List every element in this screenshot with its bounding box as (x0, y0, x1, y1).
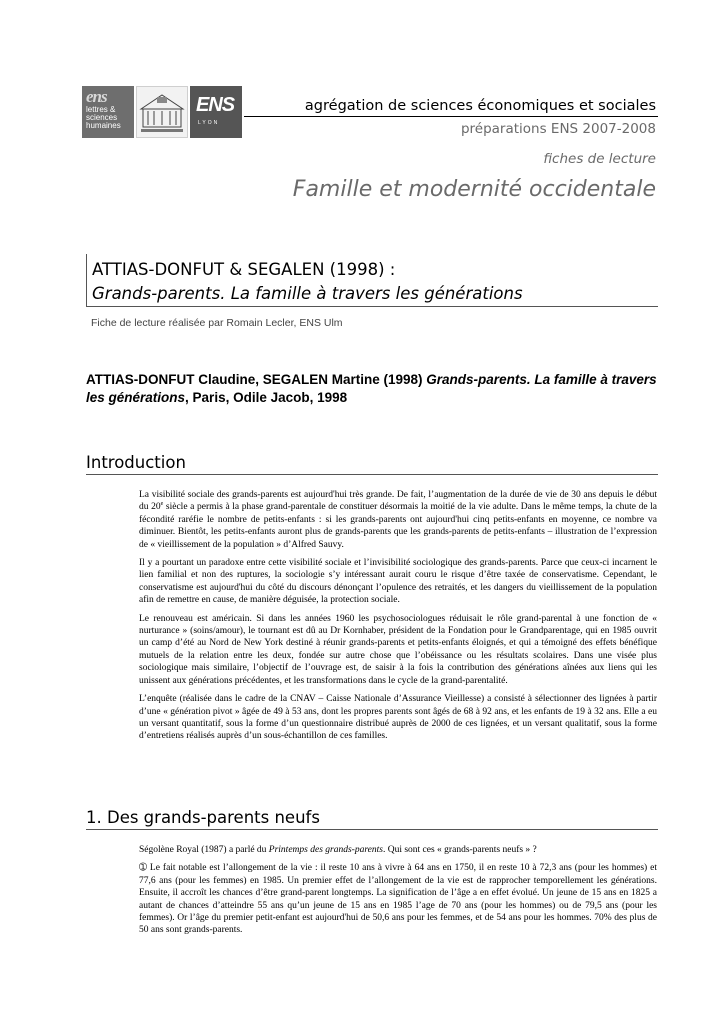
ens-lsh-logo-text (86, 106, 121, 130)
ens-lsh-logo (82, 86, 134, 138)
credit-line: Fiche de lecture réalisée par Romain Lecler, ENS Ulm (91, 317, 343, 329)
ens-lyon-logo-sub: LYON (198, 120, 220, 126)
section-1-heading: 1. Des grands-parents neufs (86, 808, 320, 827)
book-box-bottom-border (86, 306, 658, 307)
ens-lyon-logo-mark: ENS (196, 94, 235, 116)
circled-one-icon: ➀ (139, 863, 147, 874)
intro-heading-rule (86, 474, 658, 475)
page-title: Famille et modernité occidentale (292, 177, 656, 202)
building-emblem-icon (136, 86, 188, 138)
ens-lsh-logo-mark: ens (86, 87, 107, 106)
intro-paragraph-1 (139, 489, 657, 551)
header-divider (244, 116, 658, 117)
intro-p1-text-a: La visibilité sociale des grands-parents est aujourd'hui très grande. De fait, l’augmentation de la durée de vie de 30 ans depuis le début du 20 (139, 490, 657, 513)
section-1-p1-text-b: . Qui sont ces « grands-parents neufs » ? (382, 845, 537, 855)
reference-publisher: , Paris, Odile Jacob, 1998 (185, 390, 348, 405)
header-category: fiches de lecture (543, 151, 656, 167)
book-box-left-border (86, 254, 87, 306)
intro-paragraph-2: Il y a pourtant un paradoxe entre cette visibilité sociale et l’invisibilité sociologique des grands-parents. Parce que ceux-ci incarnent le lien familial et non des ruptures, la sociologie s’y intéressant aurait couru le risque d’être taxée de conservatisme. Cependant, le conservatisme est aujourd'hui du côté du discours dénonçant l’opulence des retraités, et les dangers du vieillissement de la population afin de remettre en cause, de manière déguisée, la protection sociale. (139, 558, 657, 606)
header-subtitle: préparations ENS 2007-2008 (460, 121, 656, 137)
ens-lsh-logo-line-1: lettres & (86, 105, 116, 114)
section-1-p1-italic: Printemps des grands-parents (268, 845, 383, 855)
bibliographic-reference (86, 371, 658, 407)
intro-p1-text-b: siècle a permis à la phase grand-parentale de constituer désormais la moitié de la vie adulte. Dans le même temps, la chute de la fécondité raréfie le nombre de petits-enfants : si les grands-parents ont aujourd'hui cinq petits-enfants en moyenne, ce nombre va diminuer. Bientôt, les petits-enfants auront plus de grands-parents que les grands-parents de petits-enfants – illustration de l’expression de « vieillissement de la population » d’Alfred Sauvy. (139, 502, 658, 550)
intro-paragraph-4: L’enquête (réalisée dans le cadre de la CNAV – Caisse Nationale d’Assurance Vieillesse) a consisté à sélectionner des lignées à partir d’une « génération pivot » âgée de 49 à 53 ans, dont les propres parents sont âgés de 68 à 92 ans, et les enfants de 19 à 32 ans. Elle a eu un versant quantitatif, sous la forme d’un questionnaire distribué auprès de 2000 de ces lignées, et un versant qualitatif, sous la forme d’entretiens réalisés auprès d’un sous-échantillon de ces familles. (139, 694, 657, 742)
reference-authors: ATTIAS-DONFUT Claudine, SEGALEN Martine (1998) (86, 372, 427, 387)
section-1-heading-rule (86, 829, 658, 830)
intro-heading: Introduction (86, 453, 186, 472)
ens-lsh-logo-line-3: humaines (86, 121, 121, 130)
ens-lyon-logo (190, 86, 242, 138)
header-title: agrégation de sciences économiques et sociales (304, 98, 656, 114)
reference-title: Grands-parents. La famille à travers les générations (86, 372, 657, 405)
book-authors: ATTIAS-DONFUT & SEGALEN (1998) : (92, 260, 396, 279)
section-1-paragraph-1 (139, 844, 657, 856)
book-title: Grands-parents. La famille à travers les générations (92, 284, 523, 303)
intro-p1-superscript: e (160, 501, 164, 508)
intro-paragraph-3: Le renouveau est américain. Si dans les années 1960 les psychosociologues réduisait le rôle grand-parental à une fonction de « nurturance » (soins/amour), le tournant est dû au Dr Kornhaber, président de la Fondation pour le Grandparentage, qui en 1985 ouvrit un camp d’été au Nord de New York destiné à réunir grands-parents et petits-enfants éloignés, et qui a témoigné des effets bénéfique mutuels de la relation entre les deux, fondée sur autre chose que l’obéissance ou les résultats scolaires. Dans une visée plus sociologique mais similaire, l’objectif de l’ouvrage est, de saisir à la fois la contribution des générations aînées aux liens qui les unissent aux générations précédentes, et les transformations dans le cycle de la grand-parentalité. (139, 613, 657, 686)
section-1-body (139, 844, 657, 943)
section-1-p1-text-a: Ségolène Royal (1987) a parlé du (139, 845, 269, 855)
section-1-paragraph-2 (139, 862, 657, 936)
ens-lsh-logo-line-2: sciences (86, 113, 118, 122)
intro-body (139, 489, 657, 749)
section-1-p2-text: Le fait notable est l’allongement de la vie : il reste 10 ans à vivre à 64 ans en 1750, il en reste 10 à 72,3 ans (pour les hommes) et 77,6 ans (pour les femmes) en 1985. Un premier effet de l’allongement de la vie est de rapprocher temporellement les générations. Ensuite, il accroît les chances d’être grand-parent longtemps. La signification de l’âge a en effet évolué. Un jeune de 15 ans en 1825 a autant de chances d’atteindre 55 ans qu’un jeune de 15 ans en 1985 l’age de 70 ans (pour les hommes) ou de 79,5 ans (pour les femmes). Or l’âge du premier petit-enfant est aujourd'hui de 50,6 ans pour les femmes, et de 54 ans pour les hommes. 70% des plus de 50 ans sont grands-parents. (139, 863, 657, 936)
logo-group (82, 86, 242, 138)
